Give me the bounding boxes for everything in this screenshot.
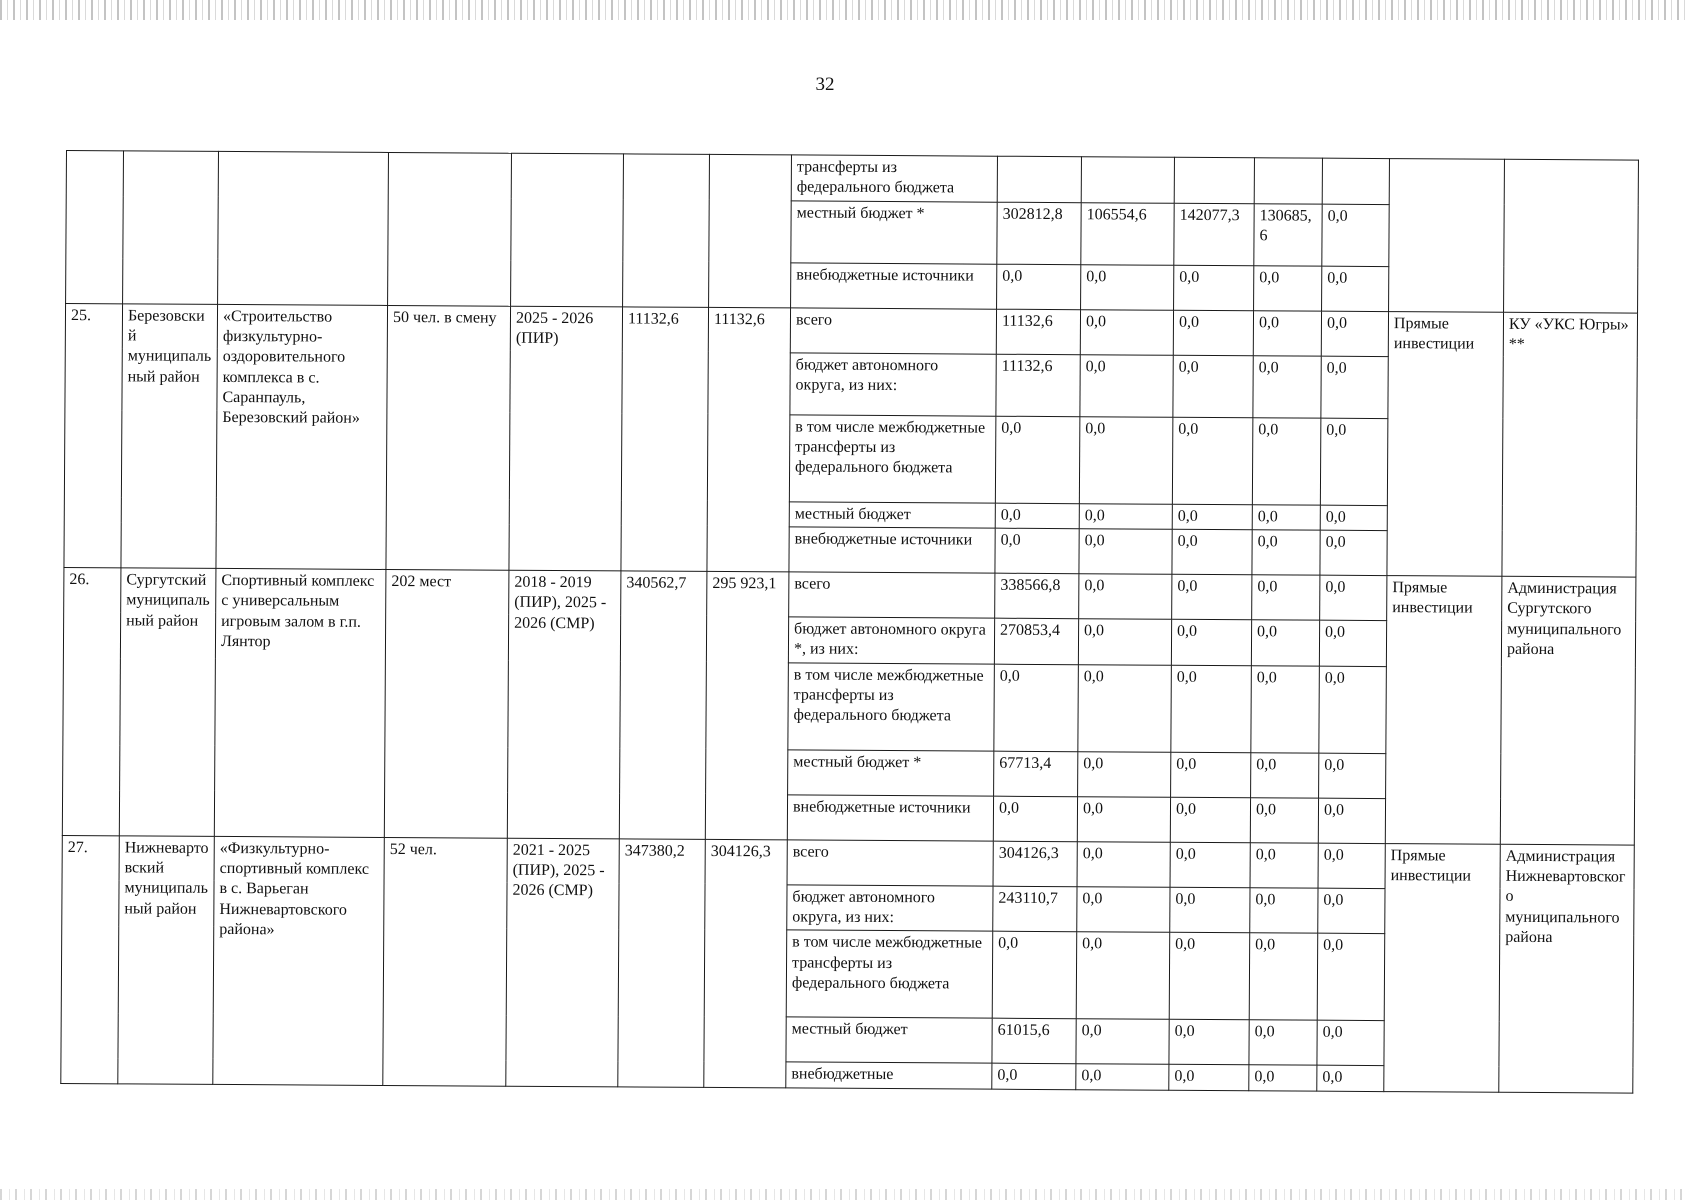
cell-value: 0,0 bbox=[1319, 666, 1387, 753]
cell-continuation-cost bbox=[623, 154, 710, 307]
cell-value: 0,0 bbox=[1252, 504, 1320, 530]
page-number: 32 bbox=[815, 74, 835, 95]
cell-municipality: Нижневартовский муниципальный район bbox=[118, 835, 215, 1084]
cell-value: 0,0 bbox=[1253, 310, 1321, 355]
cell-value: 0,0 bbox=[995, 416, 1080, 504]
cell-value: 0,0 bbox=[1251, 752, 1319, 797]
cell-continuation-mechanism bbox=[1389, 159, 1505, 312]
cell-value: 0,0 bbox=[1171, 619, 1251, 665]
cell-value: 0,0 bbox=[1250, 887, 1318, 933]
cell-value: 0,0 bbox=[1249, 1065, 1317, 1091]
cell-value: 0,0 bbox=[1172, 504, 1252, 530]
cell-value: 0,0 bbox=[1250, 797, 1318, 842]
cell-value: 0,0 bbox=[1320, 505, 1387, 531]
cell-value: 0,0 bbox=[1318, 888, 1385, 934]
cell-continuation-capacity bbox=[388, 152, 512, 305]
cell-value: 338566,8 bbox=[995, 573, 1079, 619]
investment-budget-table bbox=[60, 150, 1639, 1093]
cell-value: 0,0 bbox=[993, 796, 1077, 842]
cell-remaining: 304126,3 bbox=[704, 839, 788, 1087]
cell-value: 304126,3 bbox=[993, 841, 1077, 887]
cell-source-label: местный бюджет * bbox=[791, 201, 997, 264]
cell-value: 0,0 bbox=[1318, 843, 1385, 888]
cell-value: 0,0 bbox=[1317, 1065, 1384, 1091]
cell-value: 0,0 bbox=[1169, 932, 1250, 1019]
cell-object-name: «Строительство физкультурно-оздоровительного комплекса в с. Саранпауль, Березовский район» bbox=[216, 304, 388, 569]
cell-period: 2018 - 2019 (ПИР), 2025 - 2026 (СМР) bbox=[507, 570, 621, 838]
cell-value: 0,0 bbox=[1172, 574, 1252, 619]
cell-continuation-num bbox=[66, 151, 124, 304]
cell-value: 0,0 bbox=[1318, 798, 1385, 843]
cell-value: 0,0 bbox=[1174, 265, 1254, 310]
cell-capacity: 202 мест bbox=[384, 569, 509, 837]
cell-capacity: 50 чел. в смену bbox=[386, 305, 511, 570]
cell-value: 0,0 bbox=[1253, 355, 1321, 417]
cell-source-label: в том числе межбюджетные трансферты из федерального бюджета bbox=[789, 415, 996, 503]
cell-source-label: внебюджетные источники bbox=[791, 263, 997, 309]
cell-value: 0,0 bbox=[1078, 619, 1171, 665]
cell-value: 0,0 bbox=[1169, 1064, 1249, 1090]
cell-value: 0,0 bbox=[1169, 1019, 1249, 1064]
cell-mechanism: Прямые инвестиции bbox=[1387, 311, 1504, 576]
cell-value: 0,0 bbox=[1079, 574, 1172, 620]
cell-capacity: 52 чел. bbox=[383, 837, 508, 1086]
cell-value: 0,0 bbox=[1249, 933, 1318, 1020]
cell-source-label: в том числе межбюджетные трансферты из федерального бюджета bbox=[786, 930, 993, 1018]
cell-row-number: 26. bbox=[62, 567, 121, 835]
cell-value: 0,0 bbox=[1317, 933, 1385, 1020]
cell-value: 0,0 bbox=[1317, 1020, 1384, 1065]
cell-value: 0,0 bbox=[1252, 417, 1321, 504]
cell-value: 0,0 bbox=[1322, 266, 1389, 311]
cell-source-label: всего bbox=[790, 308, 996, 354]
cell-value: 130685,6 bbox=[1254, 203, 1322, 265]
cell-continuation-remaining bbox=[709, 154, 792, 307]
scan-edge-bottom bbox=[0, 1189, 1686, 1200]
cell-value: 0,0 bbox=[1076, 1019, 1169, 1065]
cell-source-label: всего bbox=[787, 839, 993, 885]
cell-value: 270853,4 bbox=[994, 618, 1078, 664]
cell-responsible: Администрация Сургутского муниципального района bbox=[1500, 576, 1636, 844]
cell-source-label: внебюджетные источники bbox=[789, 527, 995, 573]
table-row bbox=[64, 567, 1636, 622]
cell-value: 0,0 bbox=[1319, 620, 1386, 666]
cell-value bbox=[1081, 157, 1174, 203]
cell-responsible: КУ «УКС Югры» ** bbox=[1502, 312, 1638, 577]
cell-value: 0,0 bbox=[1254, 265, 1322, 310]
cell-value: 0,0 bbox=[1077, 886, 1170, 932]
cell-remaining: 295 923,1 bbox=[705, 571, 789, 839]
cell-value: 0,0 bbox=[1251, 665, 1320, 752]
cell-value: 243110,7 bbox=[993, 886, 1077, 932]
cell-value: 0,0 bbox=[1252, 530, 1320, 575]
cell-remaining: 11132,6 bbox=[707, 307, 791, 572]
cell-value: 0,0 bbox=[1321, 356, 1388, 418]
cell-value: 0,0 bbox=[1079, 416, 1173, 504]
cell-value: 11132,6 bbox=[996, 354, 1080, 417]
cell-value bbox=[1322, 158, 1389, 204]
cell-period: 2025 - 2026 (ПИР) bbox=[509, 306, 623, 571]
cell-value: 0,0 bbox=[1172, 417, 1253, 504]
cell-source-label: внебюджетные источники bbox=[787, 794, 993, 840]
cell-continuation-responsible bbox=[1504, 159, 1639, 312]
cell-value: 0,0 bbox=[1080, 309, 1173, 355]
cell-value: 106554,6 bbox=[1081, 202, 1174, 265]
cell-source-label: всего bbox=[789, 572, 995, 618]
cell-cost: 347380,2 bbox=[618, 838, 706, 1086]
cell-value bbox=[997, 156, 1081, 202]
cell-value: 0,0 bbox=[995, 503, 1079, 529]
cell-continuation-period bbox=[511, 153, 624, 306]
cell-value bbox=[1254, 158, 1322, 204]
cell-source-label: бюджет автономного округа, из них: bbox=[790, 353, 996, 416]
cell-value: 0,0 bbox=[1171, 665, 1252, 752]
cell-value: 0,0 bbox=[1322, 204, 1389, 266]
cell-value: 0,0 bbox=[1077, 841, 1170, 887]
cell-value: 0,0 bbox=[1251, 620, 1319, 666]
table-container bbox=[60, 150, 1638, 1093]
cell-value: 0,0 bbox=[1319, 753, 1386, 798]
cell-value: 0,0 bbox=[995, 528, 1079, 574]
cell-row-number: 25. bbox=[64, 303, 123, 568]
cell-value: 0,0 bbox=[1250, 842, 1318, 887]
cell-value: 0,0 bbox=[1321, 311, 1388, 356]
cell-value: 0,0 bbox=[1249, 1020, 1317, 1065]
cell-cost: 340562,7 bbox=[619, 571, 707, 839]
cell-municipality: Березовский муниципальный район bbox=[121, 303, 218, 568]
cell-value: 0,0 bbox=[1172, 529, 1252, 574]
cell-continuation-municipality bbox=[123, 151, 219, 304]
cell-row-number: 27. bbox=[61, 835, 120, 1083]
cell-value: 0,0 bbox=[1080, 354, 1173, 417]
cell-cost: 11132,6 bbox=[621, 307, 709, 572]
cell-value: 67713,4 bbox=[994, 751, 1078, 797]
cell-value bbox=[1174, 157, 1254, 203]
cell-value: 0,0 bbox=[1320, 530, 1387, 575]
cell-continuation-object bbox=[218, 151, 389, 305]
cell-value: 0,0 bbox=[1170, 797, 1250, 842]
cell-value: 0,0 bbox=[992, 931, 1077, 1019]
cell-value: 0,0 bbox=[994, 664, 1079, 752]
cell-object-name: Спортивный комплекс с универсальным игровым залом в г.п. Лянтор bbox=[214, 568, 386, 837]
cell-mechanism: Прямые инвестиции bbox=[1385, 576, 1502, 844]
cell-value: 0,0 bbox=[1081, 264, 1174, 310]
cell-value: 0,0 bbox=[1173, 310, 1253, 355]
cell-value: 0,0 bbox=[1077, 796, 1170, 842]
cell-value: 0,0 bbox=[1078, 664, 1172, 752]
cell-value: 61015,6 bbox=[992, 1018, 1076, 1064]
cell-value: 0,0 bbox=[1079, 503, 1172, 529]
cell-value: 0,0 bbox=[1170, 842, 1250, 887]
cell-source-label: местный бюджет bbox=[789, 502, 995, 529]
table-row bbox=[65, 303, 1637, 358]
cell-municipality: Сургутский муниципальный район bbox=[119, 568, 216, 836]
cell-source-label: местный бюджет bbox=[786, 1017, 992, 1063]
cell-value: 142077,3 bbox=[1174, 203, 1254, 265]
cell-value: 0,0 bbox=[1320, 575, 1387, 620]
table-row bbox=[66, 151, 1638, 206]
cell-value: 0,0 bbox=[1171, 752, 1251, 797]
cell-value: 0,0 bbox=[1252, 575, 1320, 620]
cell-value: 0,0 bbox=[992, 1063, 1076, 1089]
cell-period: 2021 - 2025 (ПИР), 2025 - 2026 (СМР) bbox=[506, 838, 620, 1087]
cell-value: 0,0 bbox=[1079, 529, 1172, 575]
cell-mechanism: Прямые инвестиции bbox=[1384, 843, 1501, 1092]
table-row bbox=[62, 835, 1634, 890]
cell-source-label: местный бюджет * bbox=[788, 749, 994, 795]
cell-responsible: Администрация Нижневартовского муниципального района bbox=[1499, 844, 1635, 1093]
cell-value: 0,0 bbox=[997, 264, 1081, 310]
cell-value: 0,0 bbox=[1173, 355, 1253, 417]
cell-value: 0,0 bbox=[1078, 751, 1171, 797]
cell-source-label: трансферты из федерального бюджета bbox=[791, 155, 997, 202]
cell-value: 11132,6 bbox=[996, 309, 1080, 355]
cell-value: 0,0 bbox=[1076, 932, 1170, 1020]
cell-source-label: бюджет автономного округа *, из них: bbox=[788, 617, 994, 664]
scan-edge-top bbox=[0, 0, 1686, 20]
cell-object-name: «Физкультурно-спортивный комплекс в с. Варьеган Нижневартовского района» bbox=[213, 836, 385, 1085]
cell-source-label: внебюджетные bbox=[786, 1062, 992, 1089]
cell-source-label: в том числе межбюджетные трансферты из федерального бюджета bbox=[788, 662, 995, 750]
cell-source-label: бюджет автономного округа, из них: bbox=[787, 884, 993, 931]
cell-value: 302812,8 bbox=[997, 202, 1081, 265]
cell-value: 0,0 bbox=[1170, 887, 1250, 933]
cell-value: 0,0 bbox=[1320, 418, 1388, 505]
cell-value: 0,0 bbox=[1076, 1064, 1169, 1090]
